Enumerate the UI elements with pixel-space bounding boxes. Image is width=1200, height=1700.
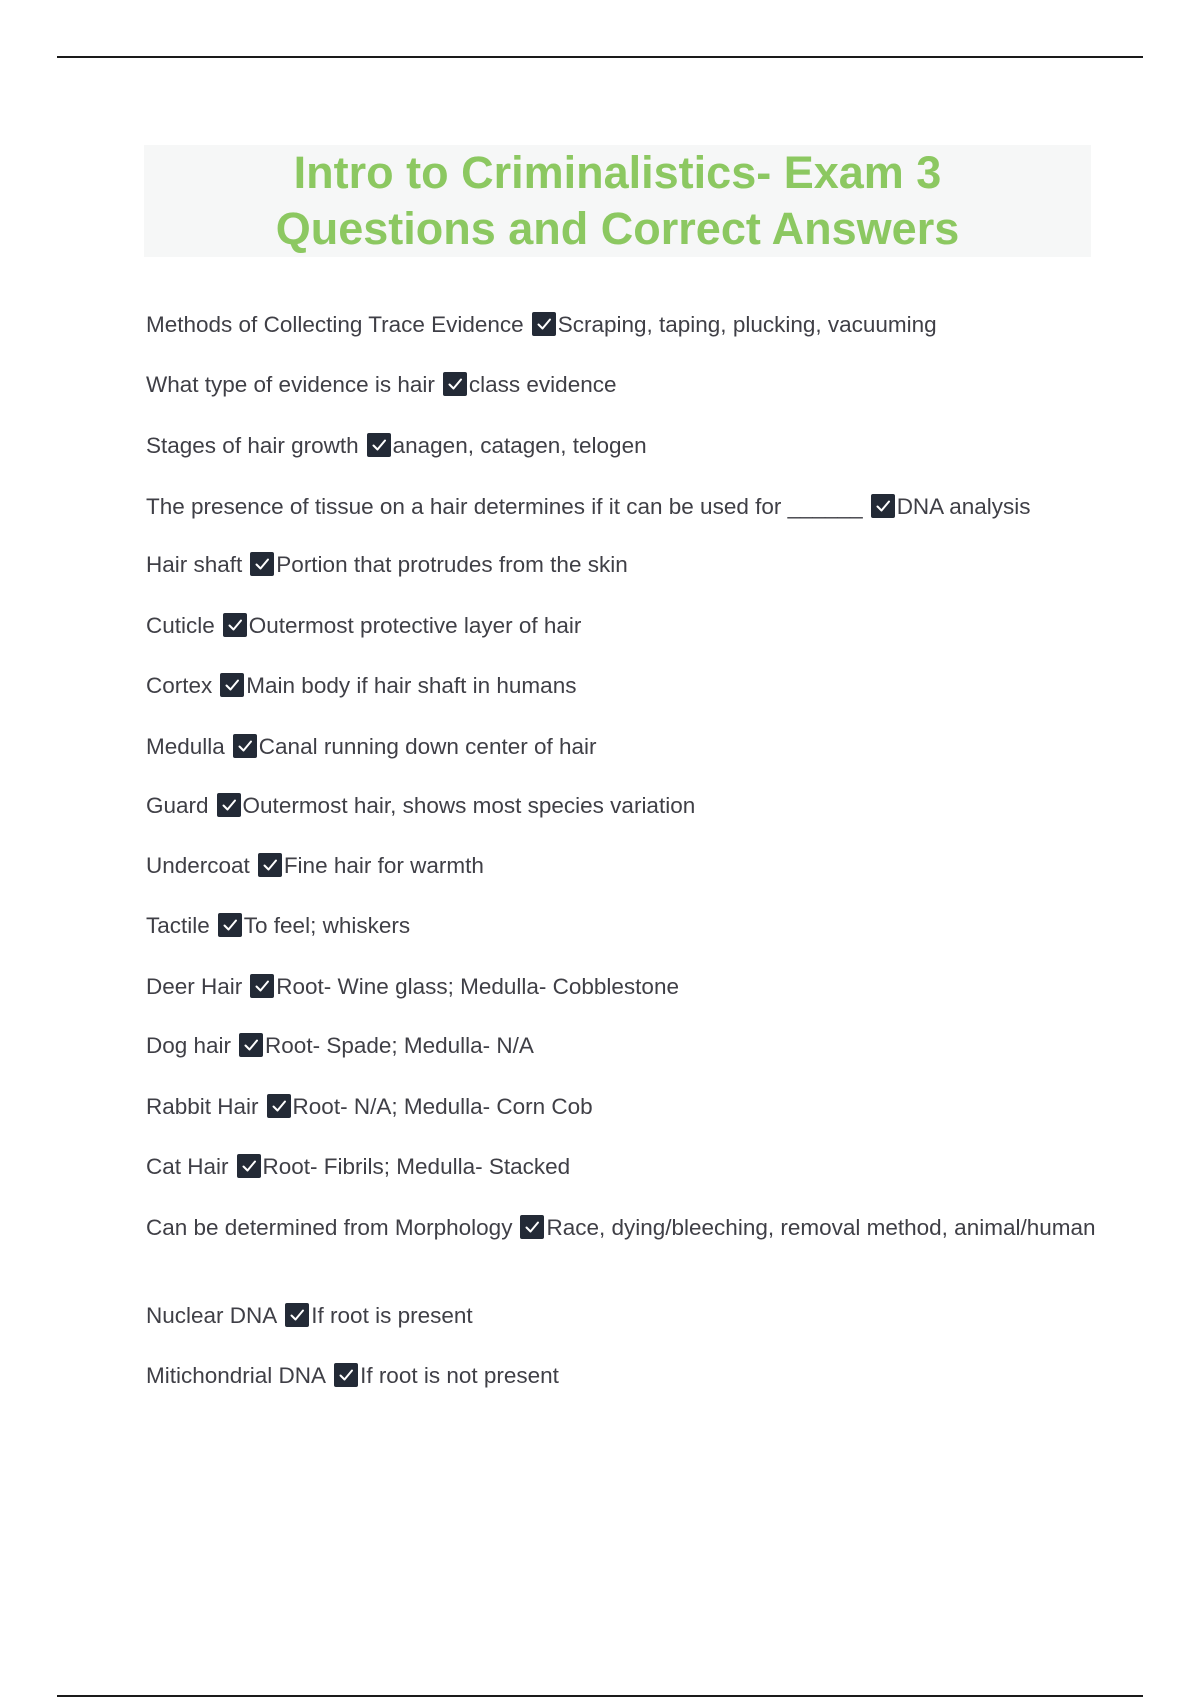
check-box-icon xyxy=(285,1303,309,1327)
question-text: Cuticle xyxy=(146,613,215,638)
qa-item xyxy=(146,911,1106,940)
qa-item xyxy=(146,611,1106,640)
answer-text: If root is not present xyxy=(360,1363,559,1388)
answer-text: Root- Wine glass; Medulla- Cobblestone xyxy=(276,974,679,999)
question-text: Undercoat xyxy=(146,853,250,878)
answer-text: Race, dying/bleeching, removal method, animal/human xyxy=(546,1215,1096,1240)
question-text: Methods of Collecting Trace Evidence xyxy=(146,312,524,337)
check-box-icon xyxy=(233,734,257,758)
answer-text: class evidence xyxy=(468,372,617,397)
check-box-icon xyxy=(871,494,895,518)
answer-text: Root- Fibrils; Medulla- Stacked xyxy=(262,1154,571,1179)
question-text: Dog hair xyxy=(146,1033,232,1058)
check-box-icon xyxy=(367,433,391,457)
check-box-icon xyxy=(237,1154,261,1178)
question-text: The presence of tissue on a hair determines if it can be used for ______ xyxy=(146,494,863,519)
answer-text: Fine hair for warmth xyxy=(283,853,484,878)
check-box-icon xyxy=(250,552,274,576)
answer-text: Outermost hair, shows most species variation xyxy=(242,793,696,818)
question-text: Medulla xyxy=(146,734,225,759)
answer-text: Portion that protrudes from the skin xyxy=(276,552,628,577)
answer-text: Root- Spade; Medulla- N/A xyxy=(265,1033,534,1058)
qa-item xyxy=(146,1301,1106,1330)
qa-item xyxy=(146,851,1106,880)
check-box-icon xyxy=(258,853,282,877)
qa-item xyxy=(146,1361,1106,1390)
question-text: Tactile xyxy=(146,913,210,938)
check-box-icon xyxy=(443,372,467,396)
answer-text: Canal running down center of hair xyxy=(258,734,597,759)
question-text: Hair shaft xyxy=(146,552,243,577)
document-title-line-1: Intro to Criminalistics- Exam 3 xyxy=(293,147,942,198)
qa-item xyxy=(146,972,1106,1001)
qa-item xyxy=(146,732,1106,761)
qa-item xyxy=(146,1213,1106,1242)
qa-item xyxy=(146,431,1106,460)
check-box-icon xyxy=(217,793,241,817)
qa-item xyxy=(146,310,1106,339)
answer-text: Root- N/A; Medulla- Corn Cob xyxy=(292,1094,593,1119)
check-box-icon xyxy=(239,1033,263,1057)
question-text: Nuclear DNA xyxy=(146,1303,278,1328)
question-text: Cortex xyxy=(146,673,213,698)
qa-item xyxy=(146,1152,1106,1181)
answer-text: Scraping, taping, plucking, vacuuming xyxy=(557,312,937,337)
qa-item xyxy=(146,550,1106,579)
check-box-icon xyxy=(267,1094,291,1118)
check-box-icon xyxy=(220,673,244,697)
question-text: Can be determined from Morphology xyxy=(146,1215,513,1240)
question-text: Guard xyxy=(146,793,209,818)
question-text: What type of evidence is hair xyxy=(146,372,435,397)
document-title-line-2: Questions and Correct Answers xyxy=(275,203,960,254)
answer-text: Outermost protective layer of hair xyxy=(248,613,582,638)
check-box-icon xyxy=(334,1363,358,1387)
check-box-icon xyxy=(218,913,242,937)
question-text: Deer Hair xyxy=(146,974,243,999)
check-box-icon xyxy=(223,613,247,637)
qa-item xyxy=(146,1031,1106,1060)
top-rule xyxy=(57,56,1143,58)
qa-item xyxy=(146,1092,1106,1121)
answer-text: To feel; whiskers xyxy=(243,913,411,938)
qa-item xyxy=(146,492,1106,521)
qa-item xyxy=(146,370,1106,399)
answer-text: Main body if hair shaft in humans xyxy=(246,673,577,698)
title-banner xyxy=(144,145,1091,257)
question-text: Mitichondrial DNA xyxy=(146,1363,327,1388)
qa-item xyxy=(146,791,1106,820)
bottom-rule xyxy=(57,1695,1143,1697)
check-box-icon xyxy=(532,312,556,336)
question-text: Cat Hair xyxy=(146,1154,229,1179)
question-text: Stages of hair growth xyxy=(146,433,359,458)
question-text: Rabbit Hair xyxy=(146,1094,259,1119)
answer-text: anagen, catagen, telogen xyxy=(392,433,647,458)
check-box-icon xyxy=(250,974,274,998)
answer-text: DNA analysis xyxy=(896,494,1031,519)
check-box-icon xyxy=(520,1215,544,1239)
answer-text: If root is present xyxy=(311,1303,473,1328)
qa-item xyxy=(146,671,1106,700)
